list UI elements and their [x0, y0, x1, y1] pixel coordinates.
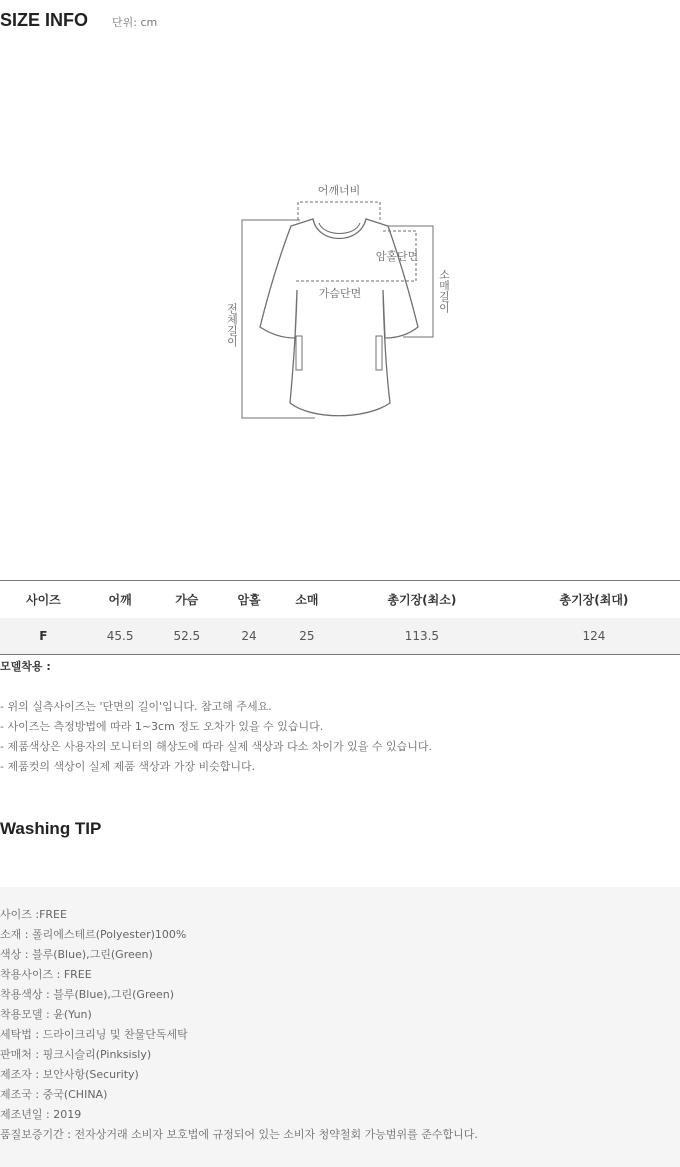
cell-shoulder: 45.5 [87, 618, 154, 655]
size-table [0, 580, 680, 655]
size-notes [0, 697, 432, 777]
col-length-max: 총기장(최대) [508, 581, 680, 618]
size-diagram [0, 175, 680, 435]
page-header [0, 10, 157, 31]
col-armhole: 암홀 [220, 581, 278, 618]
note-item: - 제품색상은 사용자의 모니터의 해상도에 따라 실제 색상과 다소 차이가 있을 수 있습니다. [0, 740, 432, 753]
info-row: 사이즈 :FREE [0, 908, 67, 921]
cell-chest: 52.5 [153, 618, 220, 655]
note-item: - 위의 실측사이즈는 '단면의 길이'입니다. 참고해 주세요. [0, 700, 272, 713]
info-row: 제조자 : 보안사항(Security) [0, 1068, 139, 1081]
col-size: 사이즈 [0, 581, 87, 618]
size-table-header-row [0, 581, 680, 618]
model-label: 모델착용 : [0, 660, 51, 673]
shoulder-label: 어깨너비 [317, 184, 361, 197]
info-row: 판매처 : 핑크시슬리(Pinksisly) [0, 1048, 152, 1061]
sleeve-label: 소매길이 [437, 269, 451, 313]
col-shoulder: 어깨 [87, 581, 154, 618]
info-row: 제조국 : 중국(CHINA) [0, 1088, 108, 1101]
dress-outline [260, 219, 418, 416]
cell-size: F [0, 618, 87, 655]
info-row: 착용사이즈 : FREE [0, 968, 92, 981]
info-row: 소재 : 폴리에스테르(Polyester)100% [0, 928, 187, 941]
cell-length-min: 113.5 [336, 618, 508, 655]
col-length-min: 총기장(최소) [336, 581, 508, 618]
product-info-panel [0, 887, 680, 1167]
note-item: - 사이즈는 측정방법에 따라 1~3cm 정도 오차가 있을 수 있습니다. [0, 720, 324, 733]
total-label: 전체길이 [225, 303, 239, 347]
chest-label: 가슴단면 [318, 287, 362, 300]
neckline [319, 223, 360, 234]
cell-sleeve: 25 [278, 618, 336, 655]
info-row: 착용색상 : 블루(Blue),그린(Green) [0, 988, 175, 1001]
page-title: SIZE INFO [0, 10, 89, 30]
armhole-label: 암홀단면 [375, 250, 419, 263]
info-row: 세탁법 : 드라이크리닝 및 찬물단독세탁 [0, 1028, 188, 1041]
table-row [0, 618, 680, 655]
col-sleeve: 소매 [278, 581, 336, 618]
info-row: 착용모델 : 윤(Yun) [0, 1008, 92, 1021]
col-chest: 가슴 [153, 581, 220, 618]
washing-title: Washing TIP [0, 819, 102, 838]
cell-armhole: 24 [220, 618, 278, 655]
info-row: 제조년일 : 2019 [0, 1108, 82, 1121]
note-item: - 제품컷의 색상이 실제 제품 색상과 가장 비슷합니다. [0, 760, 256, 773]
cell-length-max: 124 [508, 618, 680, 655]
info-row: 색상 : 블루(Blue),그린(Green) [0, 948, 153, 961]
unit-label: 단위: cm [112, 16, 158, 29]
info-row: 품질보증기간 : 전자상거래 소비자 보호법에 규정되어 있는 소비자 청약철회 가능범위를 준수합니다. [0, 1128, 478, 1141]
